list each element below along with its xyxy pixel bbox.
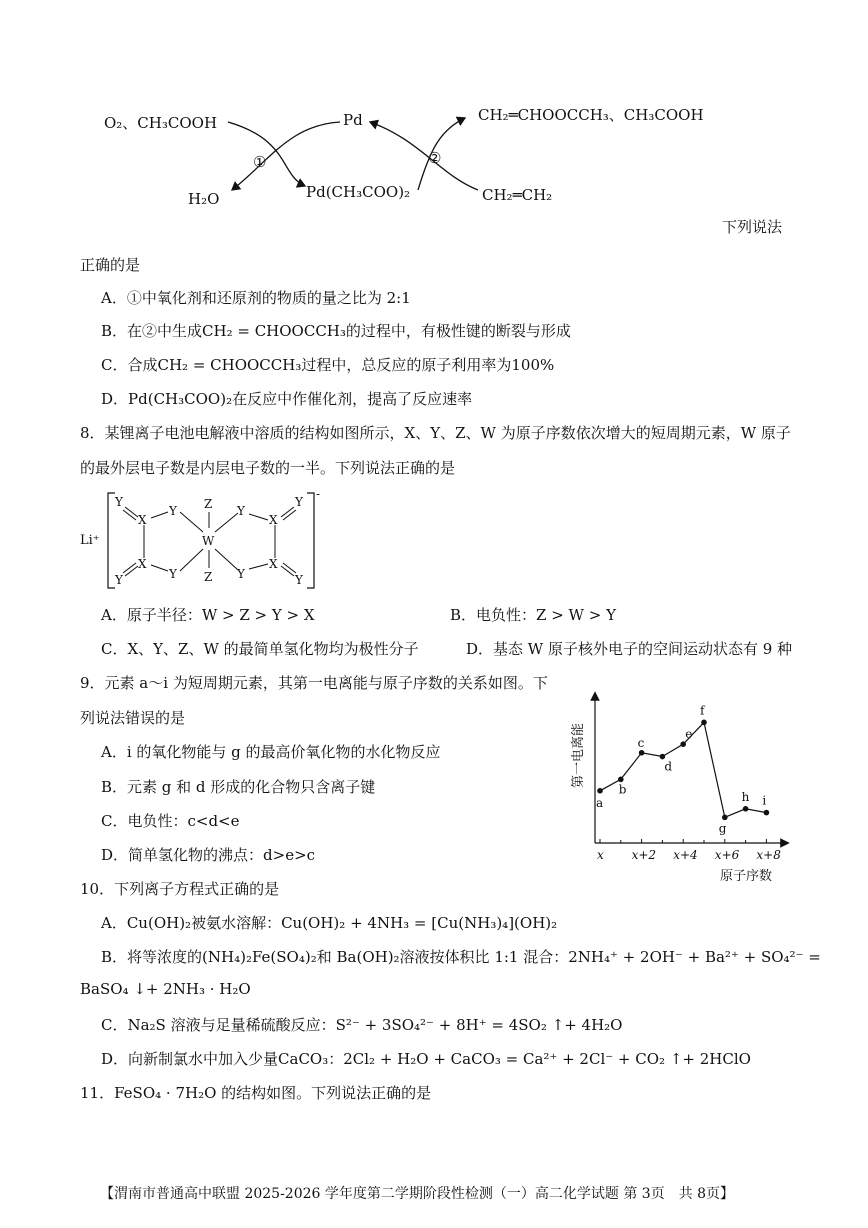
- point-label-i: i: [762, 793, 767, 808]
- q9-option-c: C．电负性：c<d<e: [101, 812, 240, 830]
- point-label-c: c: [637, 735, 645, 750]
- point-label-e: e: [685, 727, 693, 742]
- cycle-right-out: CH₂═CHOOCCH₃、CH₃COOH: [478, 106, 704, 124]
- reaction-cycle-diagram: [0, 90, 868, 220]
- q8-structure-diagram: [75, 488, 335, 593]
- point-label-f: f: [700, 703, 705, 718]
- atom-z: Z: [204, 570, 213, 584]
- page-footer: 【渭南市普通高中联盟 2025-2026 学年度第二学期阶段性检测（一）高二化学试题 第 3页 共 8页】: [100, 1186, 735, 1202]
- cycle-step1: ①: [253, 153, 267, 171]
- x-tick-label: x: [597, 848, 604, 862]
- q10-option-d: D．向新制氯水中加入少量CaCO₃：2Cl₂ + H₂O + CaCO₃ = Ca²⁺ + 2Cl⁻ + CO₂ ↑+ 2HClO: [101, 1050, 751, 1068]
- x-tick-label: x+2: [631, 848, 657, 862]
- y-axis-label: 第一电离能: [571, 722, 586, 788]
- q9-option-d: D．简单氢化物的沸点：d>e>c: [101, 846, 316, 864]
- q9-stem-line2: 列说法错误的是: [80, 709, 186, 727]
- q8-stem-line1: 8．某锂离子电池电解液中溶质的结构如图所示，X、Y、Z、W 为原子序数依次增大的短周期元素，W 原子: [80, 424, 791, 442]
- q9-option-a: A．i 的氧化物能与 g 的最高价氧化物的水化物反应: [101, 743, 441, 761]
- anion-charge: -: [316, 488, 321, 501]
- atom-y: Y: [169, 504, 177, 518]
- atom-y: Y: [237, 567, 245, 581]
- q8-option-d: D．基态 W 原子核外电子的空间运动状态有 9 种: [466, 640, 793, 658]
- cycle-left-out: H₂O: [188, 190, 220, 208]
- q7-option-b: B．在②中生成CH₂ = CHOOCCH₃的过程中，有极性键的断裂与形成: [101, 322, 571, 340]
- atom-y: Y: [169, 567, 177, 581]
- cycle-pd: Pd: [343, 111, 363, 129]
- point-label-d: d: [664, 759, 673, 774]
- x-tick-label: x+4: [673, 848, 698, 862]
- data-point-a: [597, 788, 603, 794]
- q10-option-a: A．Cu(OH)₂被氨水溶解：Cu(OH)₂ + 4NH₃ = [Cu(NH₃)₄](OH)₂: [101, 914, 558, 932]
- q9-option-b: B．元素 g 和 d 形成的化合物只含离子键: [101, 778, 376, 796]
- li-ion: Li⁺: [80, 533, 100, 548]
- x-axis-label: 原子序数: [720, 869, 773, 884]
- cycle-arc-left-upper: [232, 122, 340, 190]
- q9-stem-line1: 9．元素 a～i 为短周期元素，其第一电离能与原子序数的关系如图。下: [80, 674, 548, 692]
- q10-option-b-line2: BaSO₄ ↓+ 2NH₃ · H₂O: [80, 980, 251, 998]
- q7-stem-tail: 下列说法: [722, 218, 783, 236]
- cycle-pd-complex: Pd(CH₃COO)₂: [306, 183, 411, 201]
- point-label-g: g: [718, 821, 727, 836]
- point-label-a: a: [596, 795, 604, 810]
- q7-stem-cont: 正确的是: [80, 256, 141, 274]
- data-point-h: [743, 806, 749, 812]
- atom-y: Y: [295, 495, 303, 509]
- q10-option-c: C．Na₂S 溶液与足量稀硫酸反应：S²⁻ + 3SO₄²⁻ + 8H⁺ = 4SO₂ ↑+ 4H₂O: [101, 1016, 623, 1034]
- point-label-h: h: [741, 789, 750, 804]
- x-tick-label: x+8: [756, 848, 781, 862]
- q10-stem: 10．下列离子方程式正确的是: [80, 880, 280, 898]
- q7-option-c: C．合成CH₂ = CHOOCCH₃过程中，总反应的原子利用率为100%: [101, 356, 555, 374]
- data-point-g: [722, 815, 728, 821]
- atom-x: X: [269, 557, 278, 571]
- atom-y: Y: [295, 573, 303, 587]
- cycle-right-in: CH₂═CH₂: [482, 186, 553, 204]
- data-point-f: [701, 720, 707, 726]
- cycle-step2: ②: [428, 149, 442, 167]
- point-label-b: b: [618, 782, 627, 797]
- q7-option-d: D．Pd(CH₃COO)₂在反应中作催化剂，提高了反应速率: [101, 390, 473, 408]
- cycle-arc-left-lower: [228, 122, 305, 186]
- data-point-b: [618, 777, 624, 783]
- data-point-d: [660, 754, 666, 760]
- x-tick-label: x+6: [714, 848, 740, 862]
- atom-x: X: [138, 557, 147, 571]
- q11-stem: 11．FeSO₄ · 7H₂O 的结构如图。下列说法正确的是: [80, 1084, 432, 1102]
- q8-option-b: B．电负性：Z > W > Y: [450, 606, 616, 624]
- ionization-energy-chart: [560, 688, 800, 888]
- q8-option-c: C．X、Y、Z、W 的最简单氢化物均为极性分子: [101, 640, 419, 658]
- data-point-c: [639, 750, 645, 756]
- data-point-e: [680, 741, 686, 747]
- atom-w: W: [202, 534, 215, 548]
- q10-option-b-line1: B．将等浓度的(NH₄)₂Fe(SO₄)₂和 Ba(OH)₂溶液按体积比 1:1 混合：2NH₄⁺ + 2OH⁻ + Ba²⁺ + SO₄²⁻ =: [101, 948, 821, 966]
- q7-option-a: A．①中氧化剂和还原剂的物质的量之比为 2:1: [101, 289, 411, 307]
- atom-z: Z: [204, 497, 213, 511]
- q8-stem-line2: 的最外层电子数是内层电子数的一半。下列说法正确的是: [80, 459, 456, 477]
- atom-y: Y: [115, 495, 123, 509]
- cycle-left-in: O₂、CH₃COOH: [104, 114, 218, 132]
- cycle-arc-right-lower: [370, 122, 478, 190]
- data-point-i: [764, 810, 770, 816]
- atom-x: X: [138, 513, 147, 527]
- atom-y: Y: [237, 504, 245, 518]
- atom-y: Y: [115, 573, 123, 587]
- atom-x: X: [269, 513, 278, 527]
- q8-option-a: A．原子半径：W > Z > Y > X: [101, 606, 315, 624]
